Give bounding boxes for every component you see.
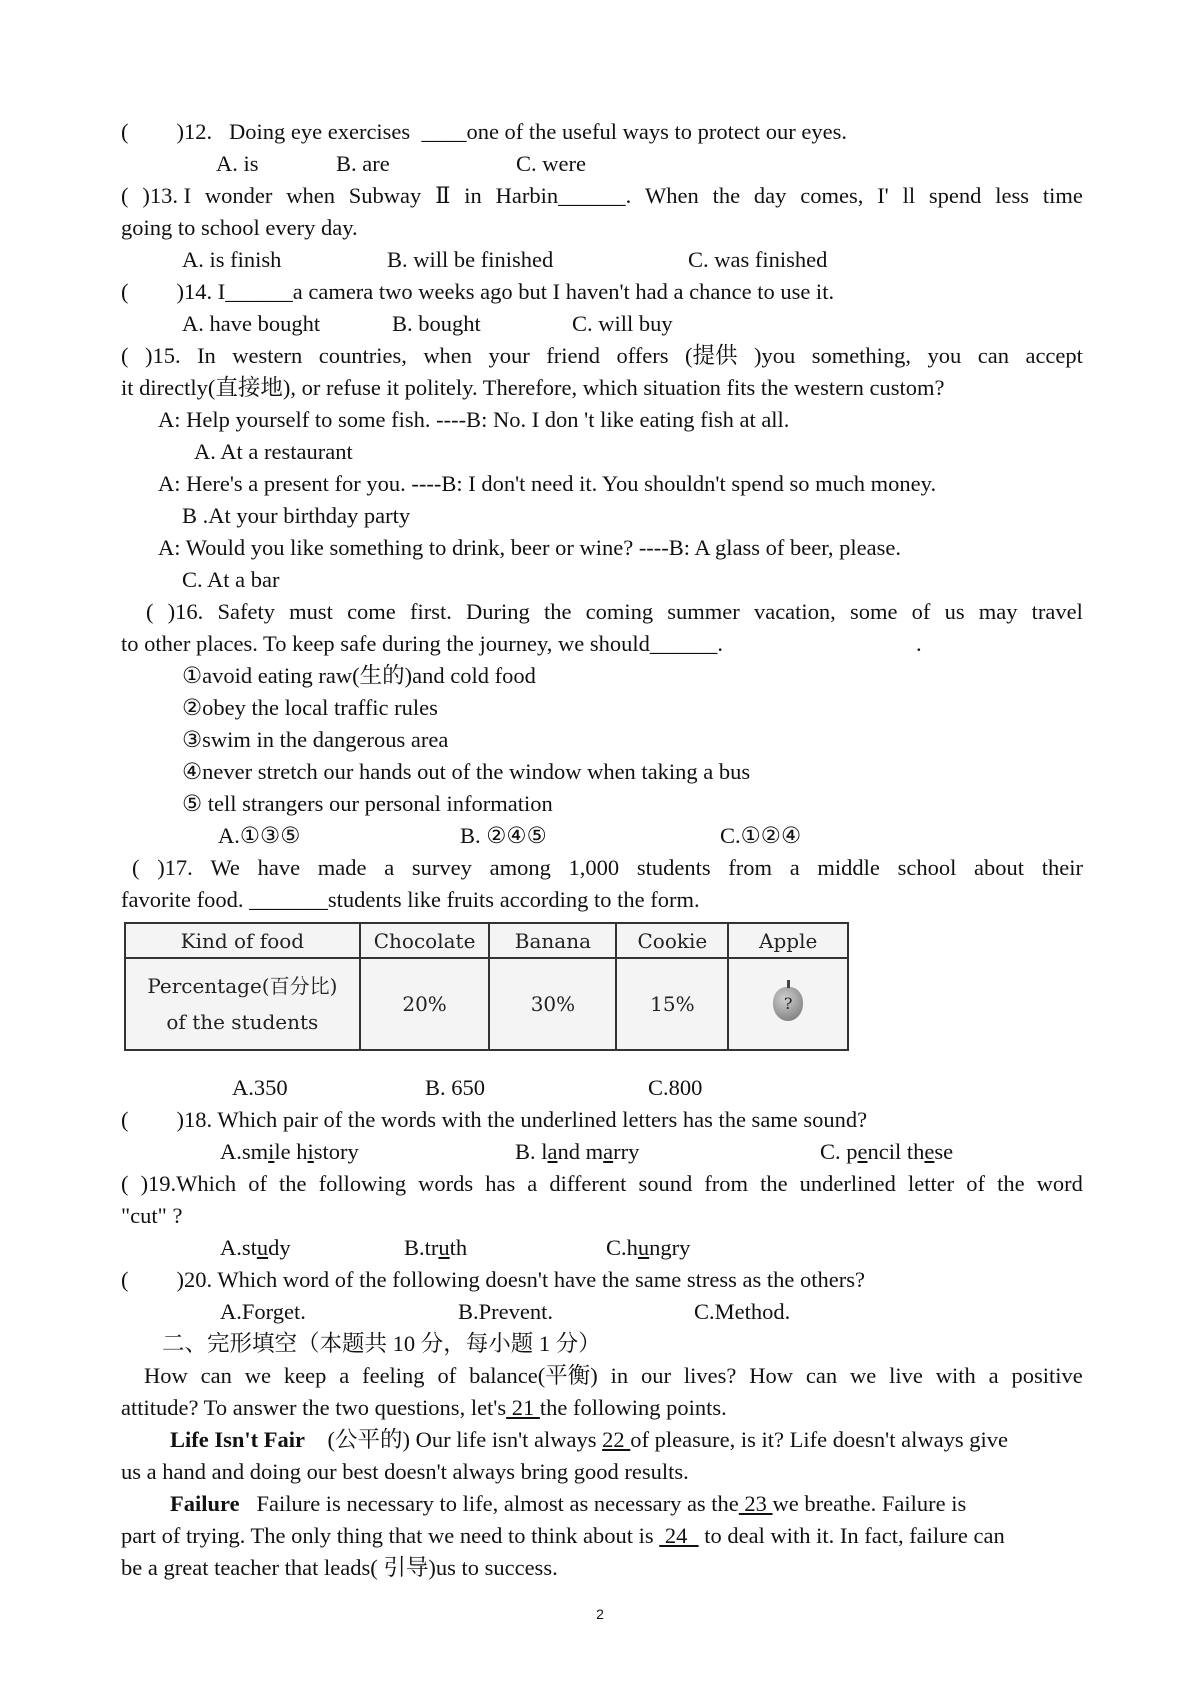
q19-word: word xyxy=(1036,1171,1083,1196)
passage-text: Failure is necessary to life, almost as necessary as the xyxy=(239,1491,739,1516)
q19-b-part: B.tr xyxy=(404,1235,439,1260)
q13-word: day xyxy=(753,183,787,208)
page-number: 2 xyxy=(596,1606,604,1622)
q16-word: )16. xyxy=(167,599,204,624)
q19-c-part: ngry xyxy=(649,1235,691,1260)
q13-word: time xyxy=(1042,183,1083,208)
q15-line2: it directly(直接地), or refuse it politely. Therefore, which situation fits the western custom? xyxy=(121,375,945,400)
q17-option-a: A.350 xyxy=(232,1075,288,1100)
q13-word: spend xyxy=(928,183,982,208)
passage-p2-line2: us a hand and doing our best doesn't always bring good results. xyxy=(121,1459,689,1484)
q17-word: their xyxy=(1041,855,1083,880)
q19-word: of xyxy=(248,1171,267,1196)
q19-line2: "cut" ? xyxy=(121,1203,183,1228)
q19-word: the xyxy=(997,1171,1025,1196)
table-cell: 20% xyxy=(360,958,490,1050)
table-header-cell: Cookie xyxy=(616,923,728,958)
q18-paren: ( xyxy=(121,1107,129,1132)
blank-23: 23 xyxy=(738,1491,773,1516)
q18-a-underlined: i xyxy=(268,1139,275,1164)
q19-b-underlined: u xyxy=(438,1235,450,1260)
q18-c-part: C. p xyxy=(820,1139,858,1164)
blank-22: 22 xyxy=(602,1427,631,1452)
table-row xyxy=(125,958,848,1050)
q16-word: During xyxy=(466,599,530,624)
q20-option-c: C.Method. xyxy=(694,1299,791,1324)
passage-word: positive xyxy=(1011,1363,1083,1388)
q15-word: offers xyxy=(616,343,669,368)
q13-word: I' xyxy=(877,183,889,208)
table-row-label xyxy=(125,958,360,1050)
q15-word: (提供 xyxy=(685,343,738,368)
q19-line1 xyxy=(121,1169,1083,1199)
q15-word: friend xyxy=(546,343,600,368)
q12-option-c: C. were xyxy=(516,151,586,176)
q13-option-b: B. will be finished xyxy=(387,247,554,272)
q14-option-b: B. bought xyxy=(392,311,481,336)
q19-word: )19.Which xyxy=(140,1171,237,1196)
q13-word: when xyxy=(286,183,335,208)
q13-word: wonder xyxy=(204,183,273,208)
passage-word: we xyxy=(849,1363,877,1388)
q18-a-part: A.sm xyxy=(220,1139,269,1164)
q18-a-part: story xyxy=(313,1139,359,1164)
q15-word: your xyxy=(488,343,530,368)
q19-a-underlined: u xyxy=(256,1235,269,1260)
q13-word: ll xyxy=(902,183,916,208)
q16-item-1: ①avoid eating raw(生的)and cold food xyxy=(182,663,536,688)
q16-word: coming xyxy=(585,599,654,624)
q13-word: Harbin______. xyxy=(495,183,632,208)
table-header-row xyxy=(125,923,848,958)
q17-word: a xyxy=(384,855,395,880)
q16-word: vacation, xyxy=(753,599,836,624)
q18-option-b xyxy=(515,1137,639,1167)
q17-word: 1,000 xyxy=(568,855,620,880)
q16-option-c: C.①②④ xyxy=(720,823,802,848)
q16-line2: to other places. To keep safe during the journey, we should______. xyxy=(121,631,724,656)
q18-c-part: se xyxy=(934,1139,954,1164)
q18-c-part: ncil th xyxy=(867,1139,925,1164)
q16-word: Safety xyxy=(217,599,275,624)
q20-paren: ( xyxy=(121,1267,129,1292)
q19-word: from xyxy=(704,1171,749,1196)
q19-a-part: dy xyxy=(268,1235,291,1260)
q18-b-underlined: a xyxy=(547,1139,558,1164)
passage-word: with xyxy=(935,1363,976,1388)
q13-word: in xyxy=(464,183,482,208)
passage-text: of pleasure, is it? Life doesn't always give xyxy=(630,1427,1008,1452)
passage-word: we xyxy=(244,1363,271,1388)
q12-option-a: A. is xyxy=(216,151,259,176)
q16-item-2: ②obey the local traffic rules xyxy=(182,695,438,720)
passage-text: attitude? To answer the two questions, let's xyxy=(121,1395,507,1420)
q17-word: among xyxy=(489,855,551,880)
q17-word: from xyxy=(728,855,773,880)
q13-word: less xyxy=(995,183,1029,208)
q18-c-underlined: e xyxy=(857,1139,868,1164)
q17-line2: favorite food. _______students like fruits according to the form. xyxy=(121,887,700,912)
q19-word: the xyxy=(279,1171,307,1196)
q16-word: summer xyxy=(667,599,740,624)
q15-word: something, xyxy=(811,343,912,368)
passage-text: part of trying. The only thing that we need to think about is xyxy=(121,1523,660,1548)
blank-24: 24 xyxy=(659,1523,699,1548)
q15-word: you xyxy=(927,343,962,368)
passage-text: (公平的) Our life isn't always xyxy=(305,1427,603,1452)
q19-word: a xyxy=(527,1171,538,1196)
q16-word: come xyxy=(347,599,396,624)
q20-stem: )20. Which word of the following doesn't have the same stress as the others? xyxy=(176,1267,865,1292)
q12-stem-b: one of the useful ways to protect our eyes. xyxy=(466,119,847,144)
passage-word: balance(平衡) xyxy=(469,1363,598,1388)
q18-a-part: le h xyxy=(274,1139,308,1164)
q13-word: ( xyxy=(121,183,129,208)
passage-text: to deal with it. In fact, failure can xyxy=(698,1523,1005,1548)
q17-option-b: B. 650 xyxy=(425,1075,486,1100)
passage-word: can xyxy=(200,1363,232,1388)
q18-b-part: nd m xyxy=(557,1139,604,1164)
q18-option-a xyxy=(220,1137,359,1167)
q16-word: some xyxy=(849,599,898,624)
q14-option-c: C. will buy xyxy=(572,311,673,336)
q15-option-c: C. At a bar xyxy=(182,567,280,592)
q19-word: ( xyxy=(121,1171,129,1196)
q19-b-part: th xyxy=(449,1235,468,1260)
blank-21: 21 xyxy=(506,1395,540,1420)
q12-blank: ____ xyxy=(421,119,467,144)
passage-word: can xyxy=(805,1363,838,1388)
q19-word: sound xyxy=(638,1171,693,1196)
q16-word: may xyxy=(978,599,1018,624)
row-label-line-2: of the students xyxy=(166,1010,319,1035)
q15-dialog-b: A: Here's a present for you. ----B: I don't need it. You shouldn't spend so much money. xyxy=(158,471,937,496)
q13-word: Ⅱ xyxy=(435,183,451,208)
q20-option-a: A.Forget. xyxy=(220,1299,306,1324)
q12-option-b: B. are xyxy=(336,151,390,176)
passage-p1-line2 xyxy=(121,1393,727,1423)
q16-word: the xyxy=(543,599,572,624)
q17-word: have xyxy=(257,855,301,880)
q18-b-underlined: a xyxy=(603,1139,614,1164)
q17-word: survey xyxy=(411,855,472,880)
q16-option-a: A.①③⑤ xyxy=(218,823,301,848)
q18-b-part: B. l xyxy=(515,1139,548,1164)
q12-stem-a: Doing eye exercises xyxy=(229,119,416,144)
passage-word: keep xyxy=(283,1363,327,1388)
q16-word: must xyxy=(289,599,333,624)
q18-c-underlined: e xyxy=(924,1139,935,1164)
q17-word: a xyxy=(789,855,800,880)
q15-option-a: A. At a restaurant xyxy=(194,439,353,464)
q15-line1 xyxy=(121,341,1083,371)
q13-word: the xyxy=(712,183,741,208)
passage-p3-line2 xyxy=(121,1521,1005,1551)
q15-word: western xyxy=(232,343,303,368)
q17-word: )17. xyxy=(157,855,193,880)
q18-line xyxy=(121,1105,867,1135)
q16-item-3: ③swim in the dangerous area xyxy=(182,727,449,752)
q15-word: accept xyxy=(1025,343,1083,368)
apple-icon: ? xyxy=(773,987,803,1021)
passage-word: a xyxy=(339,1363,350,1388)
q17-word: about xyxy=(974,855,1025,880)
q13-line1 xyxy=(121,181,1083,211)
q17-word: middle xyxy=(817,855,880,880)
q16-word: of xyxy=(911,599,931,624)
q16-word: us xyxy=(944,599,965,624)
passage-p2-line1 xyxy=(170,1425,1008,1455)
q15-word: countries, xyxy=(318,343,407,368)
passage-text: we breathe. Failure is xyxy=(772,1491,967,1516)
q17-line1 xyxy=(132,853,1083,883)
q13-option-a: A. is finish xyxy=(182,247,282,272)
q15-option-b: B .At your birthday party xyxy=(182,503,411,528)
q15-dialog-c: A: Would you like something to drink, beer or wine? ----B: A glass of beer, please. xyxy=(158,535,901,560)
q16-word: first. xyxy=(409,599,452,624)
passage-text: the following points. xyxy=(539,1395,727,1420)
q17-option-c: C.800 xyxy=(648,1075,703,1100)
q13-line2: going to school every day. xyxy=(121,215,358,240)
q13-word: comes, xyxy=(800,183,864,208)
q13-word: When xyxy=(645,183,699,208)
q19-option-c xyxy=(606,1233,690,1263)
q19-word: different xyxy=(549,1171,627,1196)
q20-line xyxy=(121,1265,865,1295)
q15-word: In xyxy=(197,343,216,368)
q12-line xyxy=(121,117,847,147)
table-cell-apple xyxy=(728,958,848,1050)
q17-word: We xyxy=(210,855,240,880)
passage-word: lives? xyxy=(683,1363,737,1388)
q14-stem: )14. I______a camera two weeks ago but I haven't had a chance to use it. xyxy=(176,279,835,304)
q18-option-c xyxy=(820,1137,953,1167)
q19-word: following xyxy=(318,1171,407,1196)
q14-paren: ( xyxy=(121,279,129,304)
q14-line xyxy=(121,277,834,307)
q19-a-part: A.st xyxy=(220,1235,257,1260)
q19-word: has xyxy=(485,1171,516,1196)
passage-word: in xyxy=(610,1363,629,1388)
paragraph-heading: Life Isn't Fair xyxy=(170,1427,305,1452)
q17-word: students xyxy=(636,855,711,880)
q19-word: underlined xyxy=(799,1171,896,1196)
q19-word: the xyxy=(760,1171,788,1196)
q19-word: words xyxy=(418,1171,474,1196)
q12-paren: ( xyxy=(121,119,129,144)
q13-option-c: C. was finished xyxy=(688,247,828,272)
section-title: 二、完形填空（本题共 10 分，每小题 1 分） xyxy=(162,1331,601,1356)
q19-word: letter xyxy=(907,1171,955,1196)
row-label-line-1: Percentage(百分比) xyxy=(147,974,338,999)
q15-word: )you xyxy=(753,343,796,368)
q13-word: )13. I xyxy=(142,183,192,208)
q19-c-part: C.h xyxy=(606,1235,638,1260)
q16-word: travel xyxy=(1031,599,1083,624)
table-header-cell: Banana xyxy=(489,923,616,958)
q19-option-b xyxy=(404,1233,467,1263)
passage-word: How xyxy=(749,1363,793,1388)
q16-line2-dot: . xyxy=(916,631,922,656)
table-cell: 30% xyxy=(489,958,616,1050)
q14-option-a: A. have bought xyxy=(182,311,321,336)
q16-item-5: ⑤ tell strangers our personal information xyxy=(182,791,553,816)
q15-dialog-a: A: Help yourself to some fish. ----B: No. I don 't like eating fish at all. xyxy=(158,407,790,432)
q19-option-a xyxy=(220,1233,291,1263)
q19-word: of xyxy=(966,1171,985,1196)
passage-word: a xyxy=(988,1363,999,1388)
food-survey-table xyxy=(124,922,849,1051)
table-header-cell: Apple xyxy=(728,923,848,958)
q17-word: school xyxy=(897,855,957,880)
q16-word: ( xyxy=(146,599,154,624)
q17-word: made xyxy=(317,855,367,880)
q15-word: ( xyxy=(121,343,129,368)
q12-number: )12. xyxy=(176,119,213,144)
passage-word: our xyxy=(641,1363,672,1388)
q13-word: Subway xyxy=(348,183,422,208)
q18-b-part: rry xyxy=(613,1139,640,1164)
q16-line1 xyxy=(146,597,1083,627)
q20-option-b: B.Prevent. xyxy=(458,1299,553,1324)
q17-word: ( xyxy=(132,855,140,880)
q19-c-underlined: u xyxy=(637,1235,650,1260)
table-header-cell: Kind of food xyxy=(125,923,360,958)
passage-p3-line3: be a great teacher that leads( 引导)us to success. xyxy=(121,1555,558,1580)
passage-p1-line1 xyxy=(144,1361,1083,1391)
table-cell: 15% xyxy=(616,958,728,1050)
q18-a-underlined: i xyxy=(307,1139,314,1164)
q16-item-4: ④never stretch our hands out of the window when taking a bus xyxy=(182,759,751,784)
passage-word: How xyxy=(144,1363,188,1388)
passage-word: feeling xyxy=(362,1363,425,1388)
q15-word: can xyxy=(977,343,1009,368)
passage-word: live xyxy=(889,1363,923,1388)
q18-stem: )18. Which pair of the words with the underlined letters has the same sound? xyxy=(176,1107,868,1132)
passage-p3-line1 xyxy=(170,1489,966,1519)
passage-word: of xyxy=(437,1363,457,1388)
q16-option-b: B. ②④⑤ xyxy=(460,823,547,848)
q15-word: )15. xyxy=(144,343,181,368)
q15-word: when xyxy=(423,343,473,368)
table-header-cell: Chocolate xyxy=(360,923,490,958)
paragraph-heading: Failure xyxy=(170,1491,240,1516)
